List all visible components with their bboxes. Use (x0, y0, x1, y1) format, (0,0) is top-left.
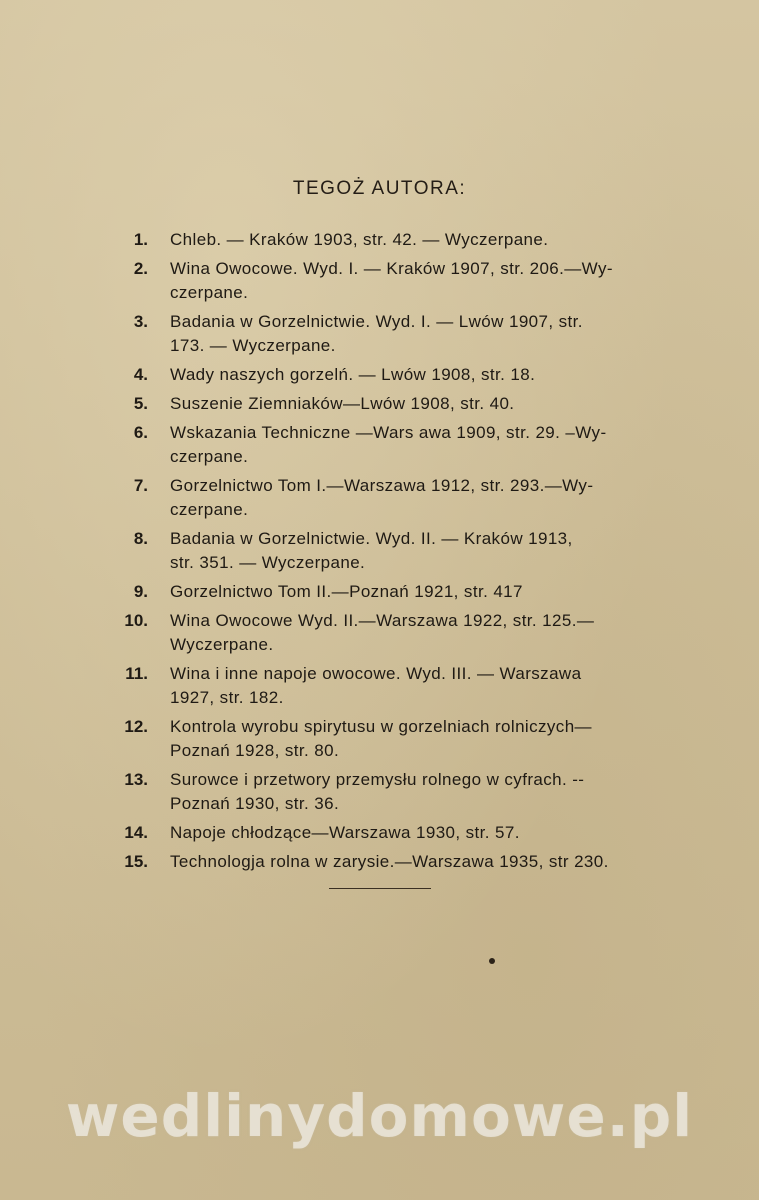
item-line: 173. — Wyczerpane. (170, 336, 336, 355)
list-item (104, 662, 704, 710)
item-line: Wina i inne napoje owocowe. Wyd. III. — Warszawa (170, 664, 582, 683)
item-number: 7. (133, 476, 148, 495)
item-line: Technologja rolna w zarysie.—Warszawa 1935, str 230. (170, 852, 609, 871)
item-line: czerpane. (170, 283, 249, 302)
item-text (170, 662, 704, 710)
list-item (104, 421, 704, 469)
item-number: 12. (124, 717, 148, 736)
list-item (104, 527, 704, 575)
item-line: Chleb. — Kraków 1903, str. 42. — Wyczerpane. (170, 230, 549, 249)
item-line: Badania w Gorzelnictwie. Wyd. I. — Lwów 1907, str. (170, 312, 583, 331)
item-number: 5. (133, 394, 148, 413)
item-line: Gorzelnictwo Tom II.—Poznań 1921, str. 417 (170, 582, 523, 601)
page-heading: TEGOŻ AUTORA: (292, 178, 467, 199)
item-number: 3. (133, 312, 148, 331)
item-number: 2. (133, 259, 148, 278)
item-line: Wady naszych gorzelń. — Lwów 1908, str. 18. (170, 365, 536, 384)
watermark: wedlinydomowe.pl (65, 1082, 694, 1150)
list-item (104, 257, 704, 305)
bibliography-list (104, 228, 704, 879)
item-line: Surowce i przetwory przemysłu rolnego w cyfrach. -- (170, 770, 585, 789)
list-item (104, 850, 704, 874)
item-text (170, 850, 704, 874)
item-number: 13. (124, 770, 148, 789)
item-text (170, 228, 704, 252)
item-line: Wyczerpane. (170, 635, 274, 654)
item-number: 15. (124, 852, 148, 871)
item-line: Wskazania Techniczne —Wars awa 1909, str. 29. –Wy- (170, 423, 607, 442)
item-line: czerpane. (170, 447, 249, 466)
item-number: 9. (133, 582, 148, 601)
item-line: Wina Owocowe. Wyd. I. — Kraków 1907, str. 206.—Wy- (170, 259, 613, 278)
item-number: 4. (133, 365, 148, 384)
list-item (104, 580, 704, 604)
item-number: 6. (133, 423, 148, 442)
item-line: Napoje chłodzące—Warszawa 1930, str. 57. (170, 823, 520, 842)
item-text (170, 715, 704, 763)
list-item (104, 821, 704, 845)
item-number: 8. (133, 529, 148, 548)
item-text (170, 527, 704, 575)
item-line: czerpane. (170, 500, 249, 519)
item-line: Badania w Gorzelnictwie. Wyd. II. — Kraków 1913, (170, 529, 573, 548)
item-text (170, 421, 704, 469)
ornament-dot (489, 958, 495, 964)
item-line: 1927, str. 182. (170, 688, 284, 707)
item-text (170, 609, 704, 657)
item-number: 14. (124, 823, 148, 842)
item-text (170, 363, 704, 387)
item-line: str. 351. — Wyczerpane. (170, 553, 366, 572)
item-text (170, 392, 704, 416)
item-line: Kontrola wyrobu spirytusu w gorzelniach rolniczych— (170, 717, 592, 736)
list-item (104, 715, 704, 763)
item-line: Poznań 1928, str. 80. (170, 741, 340, 760)
item-line: Suszenie Ziemniaków—Lwów 1908, str. 40. (170, 394, 515, 413)
list-item (104, 310, 704, 358)
item-number: 10. (124, 611, 148, 630)
item-text (170, 768, 704, 816)
list-item (104, 474, 704, 522)
item-line: Poznań 1930, str. 36. (170, 794, 340, 813)
item-number: 1. (133, 230, 148, 249)
item-text (170, 821, 704, 845)
item-text (170, 257, 704, 305)
list-item (104, 609, 704, 657)
item-line: Gorzelnictwo Tom I.—Warszawa 1912, str. 293.—Wy- (170, 476, 594, 495)
item-text (170, 310, 704, 358)
list-item (104, 363, 704, 387)
item-text (170, 474, 704, 522)
list-item (104, 768, 704, 816)
list-item (104, 228, 704, 252)
item-line: Wina Owocowe Wyd. II.—Warszawa 1922, str. 125.— (170, 611, 595, 630)
divider-rule (329, 888, 431, 889)
item-number: 11. (125, 664, 148, 683)
item-text (170, 580, 704, 604)
list-item (104, 392, 704, 416)
